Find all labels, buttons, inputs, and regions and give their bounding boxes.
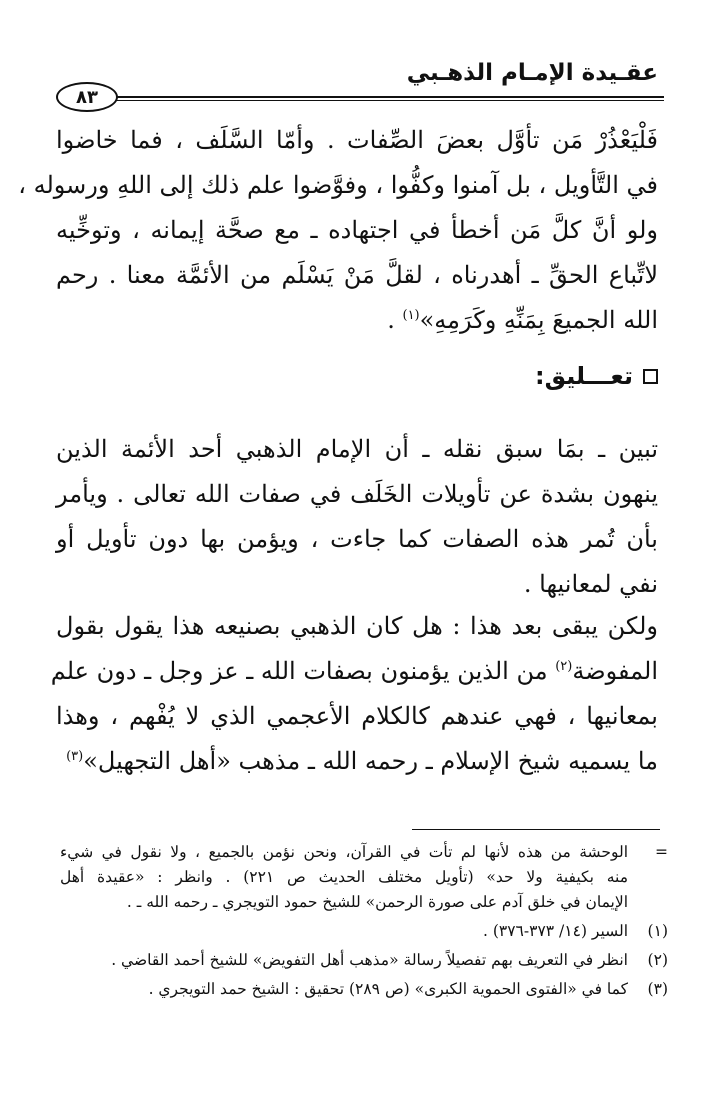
text-line: ولو أنَّ كلَّ مَن أخطأ في اجتهاده ـ مع صحَّة إيمانه ، وتوخِّيه bbox=[56, 216, 658, 244]
text-fragment: المفوضة bbox=[572, 657, 658, 685]
footnote-marker: (١) bbox=[647, 922, 668, 940]
footnote-3 bbox=[60, 977, 668, 1002]
footnote-text: كما في «الفتوى الحموية الكبرى» (ص ٢٨٩) تحقيق : الشيخ حمد التويجري . bbox=[148, 980, 628, 998]
text-line bbox=[56, 739, 658, 784]
footnote-line: منه بكيفية ولا حد» (تأويل مختلف الحديث ص ٢٢١) . وانظر : «عقيدة أهل bbox=[60, 868, 629, 886]
footnote-line: الإيمان في خلق آدم على صورة الرحمن» للشيخ حمود التويجري ـ رحمه الله ـ . bbox=[126, 893, 628, 911]
paragraph-question bbox=[50, 604, 658, 784]
footnote-text: انظر في التعريف بهم تفصيلاً رسالة «مذهب أهل التفويض» للشيخ أحمد القاضي . bbox=[111, 951, 628, 969]
header-rule bbox=[114, 96, 664, 98]
paragraph-commentary bbox=[56, 427, 658, 607]
text-line: نفي لمعانيها . bbox=[523, 570, 658, 598]
text-line: بأن تُمر هذه الصفات كما جاءت ، ويؤمن بها دون تأويل أو bbox=[56, 525, 658, 553]
running-title: عقـيدة الإمـام الذهـبي bbox=[406, 60, 658, 86]
section-heading-text: تعـــليق: bbox=[535, 362, 633, 390]
text-line bbox=[56, 298, 658, 343]
text-fragment: . bbox=[387, 306, 403, 334]
footnotes bbox=[60, 840, 668, 1002]
header-rule-thin bbox=[114, 100, 664, 101]
text-line: ولكن يبقى بعد هذا : هل كان الذهبي بصنيعه هذا يقول بقول bbox=[56, 612, 658, 640]
footnote-marker: (٢) bbox=[647, 951, 668, 969]
footnote-continuation bbox=[60, 840, 668, 915]
section-heading bbox=[535, 362, 658, 390]
text-fragment: الله الجميعَ بِمَنِّهِ وكَرَمِهِ» bbox=[419, 306, 658, 334]
text-line: فَلْيَعْذُرْ مَن تأوَّل بعضَ الصِّفات . وأمّا السَّلَف ، فما خاضوا bbox=[56, 126, 658, 154]
text-line: بمعانيها ، فهي عندهم كالكلام الأعجمي الذي لا يُفْهم ، وهذا bbox=[56, 702, 658, 730]
square-bullet-icon bbox=[643, 369, 658, 384]
footnote-1 bbox=[60, 919, 668, 944]
text-fragment: من الذين يؤمنون بصفات الله ـ عز وجل ـ دون علم bbox=[50, 657, 556, 685]
text-line: في التَّأويل ، بل آمنوا وكفُّوا ، وفوَّضوا علم ذلك إلى اللهِ ورسوله ، bbox=[18, 171, 658, 199]
paragraph-quote-end bbox=[18, 118, 658, 343]
footnote-2 bbox=[60, 948, 668, 973]
footnote-ref-1: (١) bbox=[402, 308, 420, 323]
text-line bbox=[50, 649, 658, 694]
text-fragment: ما يسميه شيخ الإسلام ـ رحمه الله ـ مذهب «أهل التجهيل» bbox=[83, 747, 658, 775]
footnote-separator bbox=[412, 829, 660, 830]
footnote-marker: (٣) bbox=[647, 980, 668, 998]
text-line: لاتِّباع الحقِّ ـ أهدرناه ، لقلَّ مَنْ يَسْلَم من الأئمَّة معنا . رحم bbox=[56, 261, 658, 289]
page-header bbox=[52, 58, 664, 106]
footnote-ref-2: (٢) bbox=[555, 659, 573, 674]
footnote-marker: = bbox=[655, 843, 668, 861]
footnote-text: السير (١٤/ ٣٧٣-٣٧٦) . bbox=[483, 922, 628, 940]
footnote-line: الوحشة من هذه لأنها لم تأت في القرآن، ونحن نؤمن بالجميع ، ولا نقول في شيء bbox=[60, 843, 628, 861]
footnote-ref-3: (٣) bbox=[66, 749, 84, 764]
text-line: ينهون بشدة عن تأويلات الخَلَف في صفات الله تعالى . ويأمر bbox=[56, 480, 658, 508]
page-number: ٨٣ bbox=[56, 82, 118, 112]
text-line: تبين ـ بمَا سبق نقله ـ أن الإمام الذهبي أحد الأئمة الذين bbox=[56, 435, 659, 463]
